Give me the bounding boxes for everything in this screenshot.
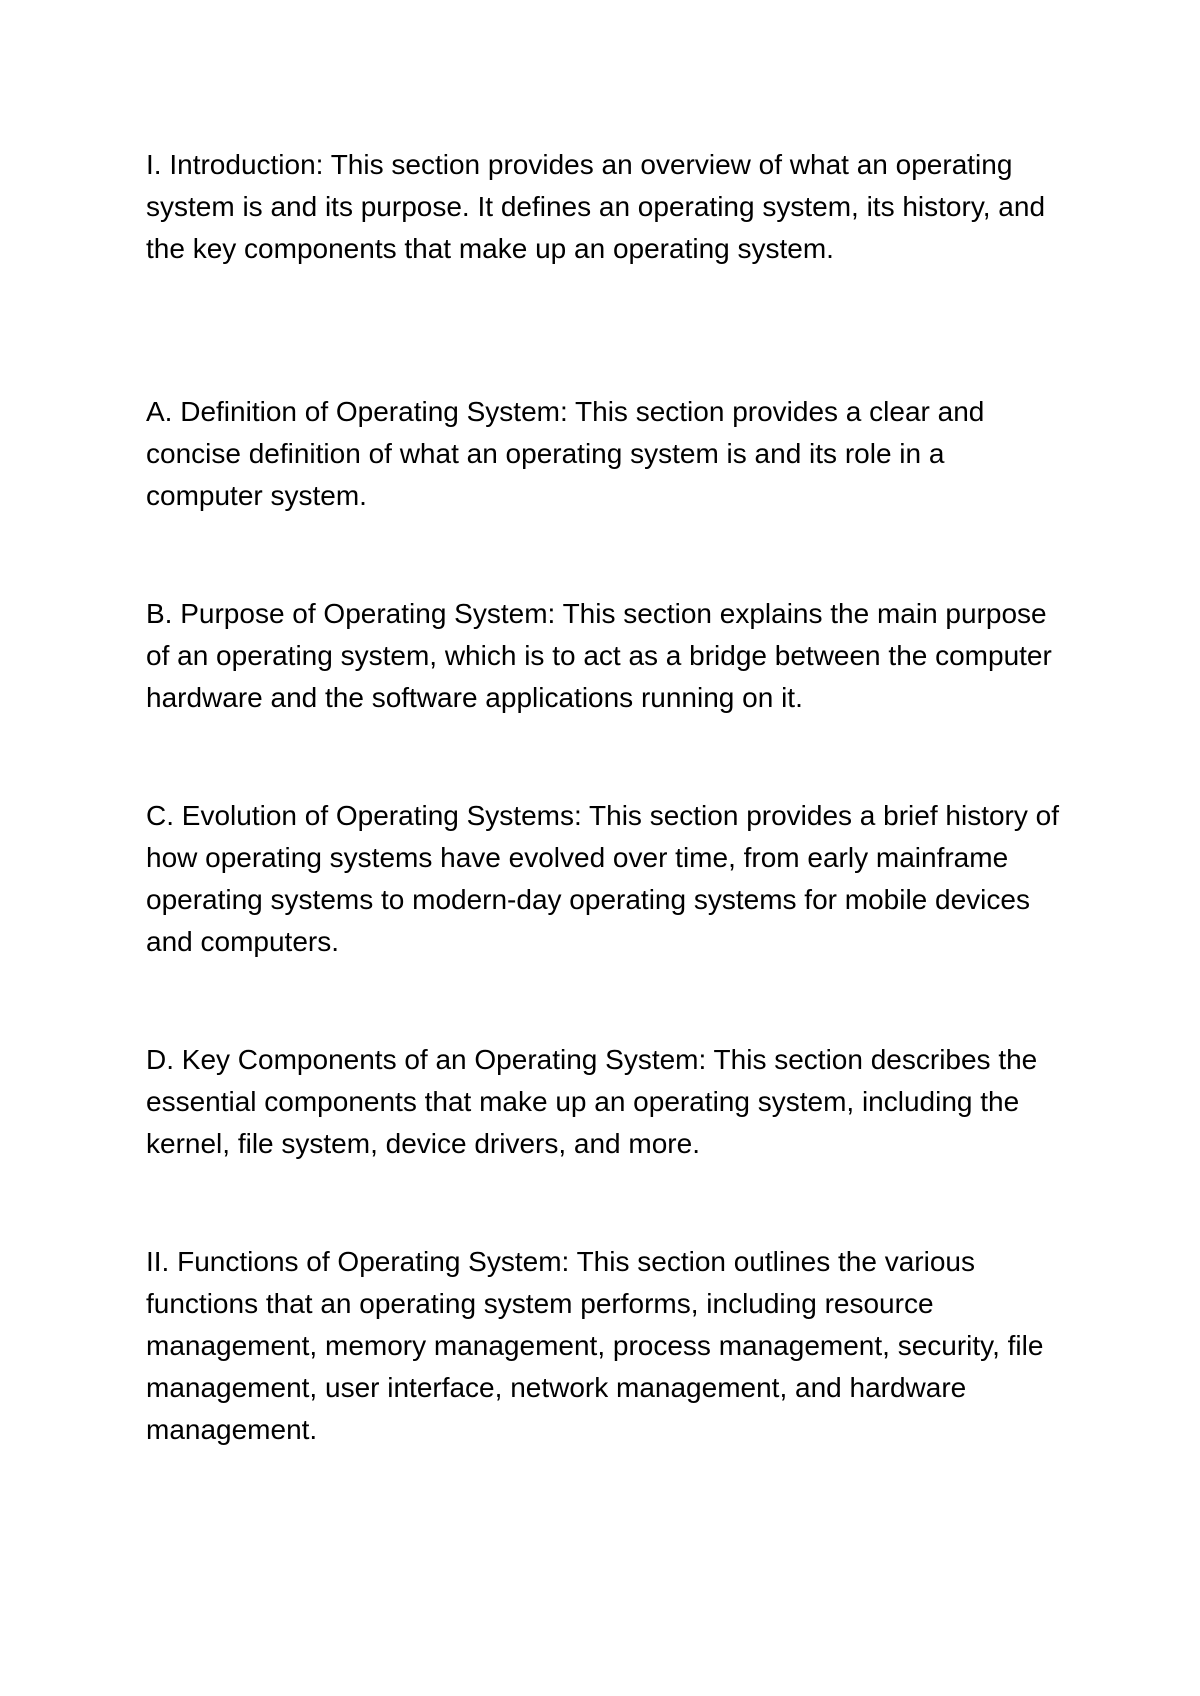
- section-key-components-paragraph: D. Key Components of an Operating System: This section describes the essential components that make up an operating system, including the kernel, file system, device drivers, and more.: [146, 1044, 1038, 1159]
- section-definition-paragraph: A. Definition of Operating System: This section provides a clear and concise definition of what an operating system is and its role in a computer system.: [146, 396, 985, 511]
- section-purpose-paragraph: B. Purpose of Operating System: This section explains the main purpose of an operating system, which is to act as a bridge between the computer hardware and the software applications running on it.: [146, 598, 1052, 713]
- section-functions-paragraph: II. Functions of Operating System: This section outlines the various functions that an operating system performs, including resource management, memory management, process management, security, file management, user interface, network management, and hardware management.: [146, 1246, 1044, 1445]
- section-introduction-paragraph: I. Introduction: This section provides an overview of what an operating system is and its purpose. It defines an operating system, its history, and the key components that make up an operating system.: [146, 149, 1046, 264]
- section-evolution-paragraph: C. Evolution of Operating Systems: This section provides a brief history of how operating systems have evolved over time, from early mainframe operating systems to modern-day operating systems for mobile devices and computers.: [146, 800, 1060, 957]
